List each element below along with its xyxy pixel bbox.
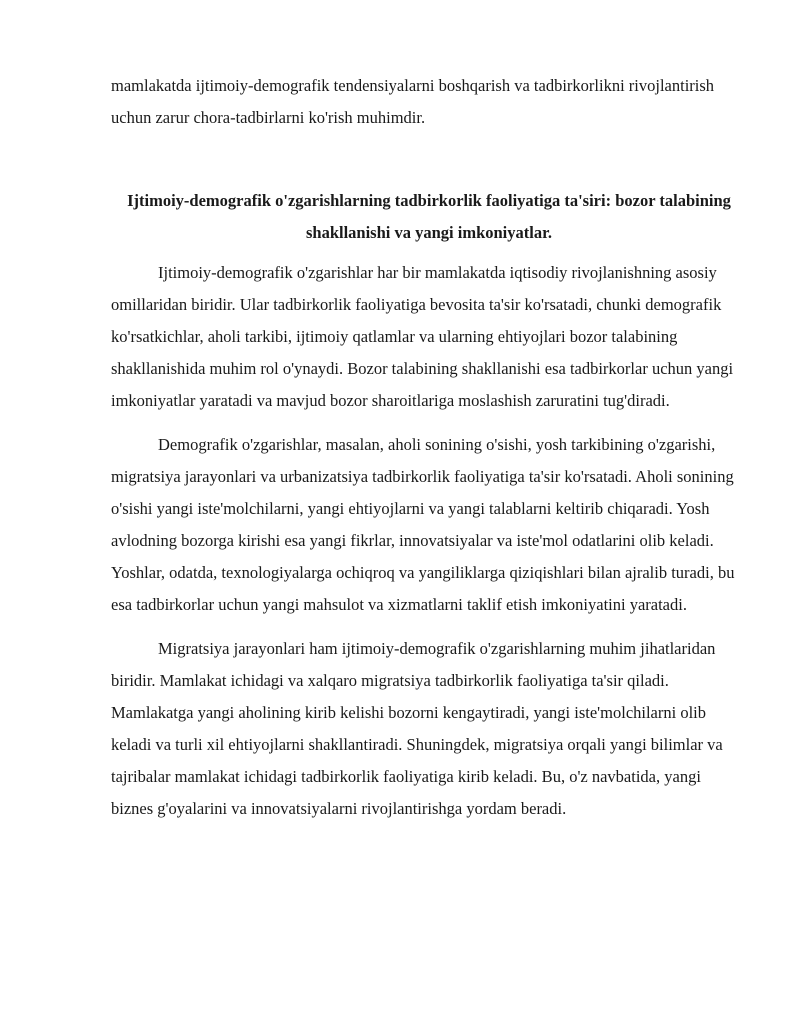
paragraph-1: Ijtimoiy-demografik o'zgarishlar har bir mamlakatda iqtisodiy rivojlanishning asosiy omillaridan biridir. Ular tadbirkorlik faoliyatiga bevosita ta'sir ko'rsatadi, chunki demografik ko'rsatkichlar, aholi tarkibi, ijtimoiy qatlamlar va ularning ehtiyojlari bozor talabining shakllanishida muhim rol o'ynaydi. Bozor talabining shakllanishi esa tadbirkorlar uchun yangi imkoniyatlar yaratadi va mavjud bozor sharoitlariga moslashish zaruratini tug'diradi.: [111, 263, 734, 410]
paragraph-3: Migratsiya jarayonlari ham ijtimoiy-demografik o'zgarishlarning muhim jihatlaridan biridir. Mamlakat ichidagi va xalqaro migratsiya tadbirkorlik faoliyatiga ta'sir qiladi. Mamlakatga yangi aholining kirib kelishi bozorni kengaytiradi, yangi iste'molchilarni olib keladi va turli xil ehtiyojlarni shakllantiradi. Shuningdek, migratsiya orqali yangi bilimlar va tajribalar mamlakat ichidagi tadbirkorlik faoliyatiga kirib keladi. Bu, o'z navbatida, yangi biznes g'oyalarini va innovatsiyalarni rivojlantirishga yordam beradi.: [111, 639, 723, 818]
body-text: [111, 257, 747, 837]
continuation-paragraph: mamlakatda ijtimoiy-demografik tendensiyalarni boshqarish va tadbirkorlikni rivojlantirish uchun zarur chora-tadbirlarni ko'rish muhimdir.: [111, 76, 715, 127]
continuation-paragraph-block: [111, 70, 747, 134]
section-heading: Ijtimoiy-demografik o'zgarishlarning tadbirkorlik faoliyatiga ta'siri: bozor talabining shakllanishi va yangi imkoniyatlar.: [127, 191, 731, 242]
paragraph-2: Demografik o'zgarishlar, masalan, aholi sonining o'sishi, yosh tarkibining o'zgarishi, migratsiya jarayonlari va urbanizatsiya tadbirkorlik faoliyatiga ta'sir ko'rsatadi. Aholi sonining o'sishi yangi iste'molchilarni, yangi ehtiyojlarni va yangi talablarni keltirib chiqaradi. Yosh avlodning bozorga kirishi esa yangi fikrlar, innovatsiyalar va iste'mol odatlarini olib keladi. Yoshlar, odatda, texnologiyalarga ochiqroq va yangiliklarga qiziqishlari bilan ajralib turadi, bu esa tadbirkorlar uchun yangi mahsulot va xizmatlarni taklif etish imkoniyatini yaratadi.: [111, 435, 735, 614]
